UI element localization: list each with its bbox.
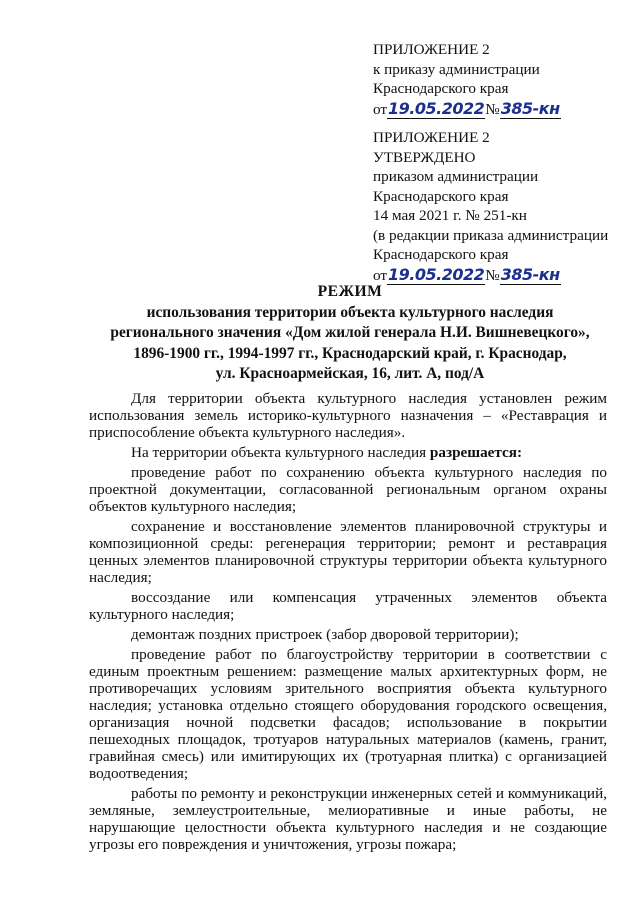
paragraph: Для территории объекта культурного наследия установлен режим использования земель историко-культурного назначения – «Реставрация и приспособление объекта культурного наследия». — [89, 390, 607, 441]
appendix-line: приказом администрации — [373, 168, 539, 185]
paragraph: сохранение и восстановление элементов планировочной структуры и композиционной среды: регенерация территории; ремонт и реставрация ценных элементов планировочной структуры территории объекта культурного наследия; — [89, 518, 607, 586]
title-main: РЕЖИМ — [317, 283, 383, 300]
number-sign: № — [485, 100, 500, 118]
handwritten-number: 385-кн — [500, 264, 560, 284]
number-sign: № — [485, 266, 500, 284]
paragraph: проведение работ по сохранению объекта культурного наследия по проектной документации, согласованной региональным органом охраны объектов культурного наследия; — [89, 464, 607, 515]
appendix-block-approved — [373, 128, 633, 285]
document-body — [89, 390, 607, 856]
appendix-block-order — [373, 40, 633, 119]
paragraph: проведение работ по благоустройству территории в соответствии с единым проектным решением: размещение малых архитектурных форм, не противоречащих условиям зрительного восприятия объекта культурного наследия; установка отдельно стоящего оборудования городского освещения, организация ночной подсветки фасадов; использование в покрытии пешеходных площадок, тротуаров натуральных материалов (камень, гранит, гравийная смесь) или имитирующих их (тротуарная плитка) с организацией водоотведения; — [89, 646, 607, 782]
paragraph: демонтаж поздних пристроек (забор дворовой территории); — [131, 626, 519, 643]
handwritten-date: 19.05.2022 — [388, 264, 485, 284]
paragraph-allowed — [89, 444, 607, 461]
paragraph: воссоздание или компенсация утраченных элементов объекта культурного наследия; — [89, 589, 607, 623]
title-line: регионального значения «Дом жилой генерала Н.И. Вишневецкого», — [110, 324, 590, 341]
appendix-line: Краснодарского края — [373, 246, 509, 263]
appendix-heading: ПРИЛОЖЕНИЕ 2 — [373, 41, 490, 58]
appendix-line: Краснодарского края — [373, 187, 509, 205]
handwritten-number: 385-кн — [500, 98, 560, 118]
from-label: от — [373, 266, 388, 284]
paragraph: работы по ремонту и реконструкции инженерных сетей и коммуникаций, земляные, землеустроительные, мелиоративные и иные работы, не нарушающие целостности объекта культурного наследия и не создающие угрозы его повреждения и уничтожения, угрозы пожара; — [89, 785, 607, 853]
appendix-line: к приказу администрации — [373, 60, 540, 78]
approved-label: УТВЕРЖДЕНО — [373, 148, 476, 166]
title-line: 1896-1900 гг., 1994-1997 гг., Краснодарский край, г. Краснодар, — [133, 344, 567, 362]
appendix-line: (в редакции приказа администрации — [373, 226, 609, 244]
paragraph-text: На территории объекта культурного наследия — [131, 444, 430, 461]
from-label: от — [373, 100, 388, 118]
title-line: ул. Красноармейская, 16, лит. А, под/А — [215, 365, 485, 382]
appendix-line: Краснодарского края — [373, 80, 509, 97]
title-line: использования территории объекта культурного наследия — [146, 303, 554, 321]
document-title — [60, 282, 639, 385]
appendix-heading: ПРИЛОЖЕНИЕ 2 — [373, 129, 490, 146]
appendix-date-line — [373, 99, 633, 120]
allowed-label: разрешается: — [429, 444, 523, 461]
handwritten-date: 19.05.2022 — [388, 98, 485, 118]
appendix-line: 14 мая 2021 г. № 251-кн — [373, 207, 527, 224]
